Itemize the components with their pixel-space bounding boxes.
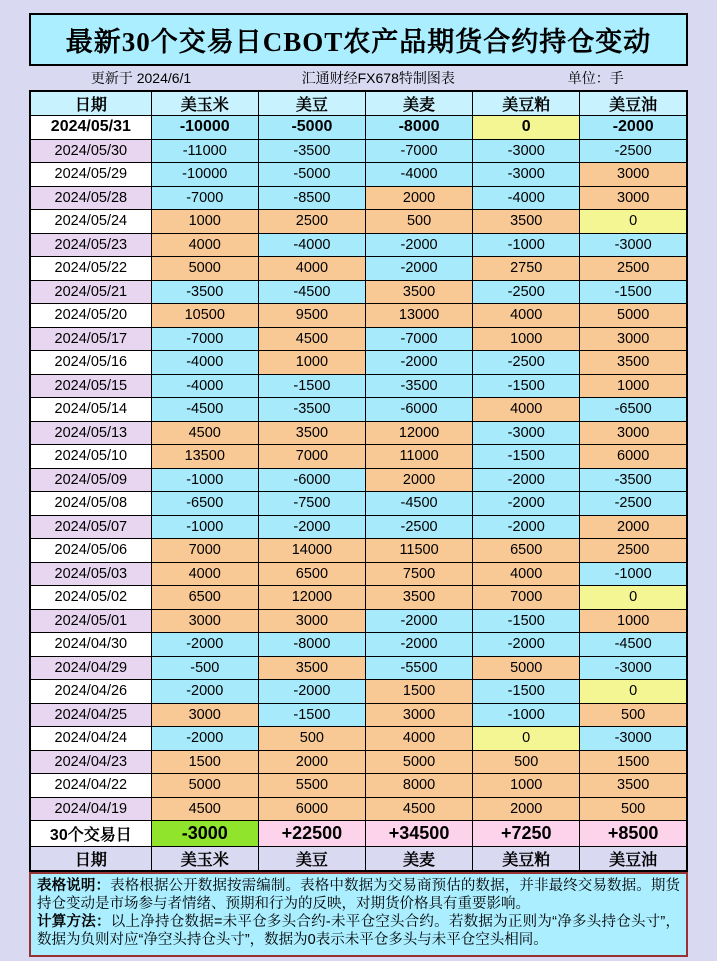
value-cell: 12000 (365, 421, 472, 445)
value-cell: 5500 (258, 774, 365, 798)
value-cell: -3000 (580, 233, 687, 257)
value-cell: -2500 (580, 139, 687, 163)
value-cell: 2000 (473, 797, 580, 821)
table-row (30, 680, 687, 704)
value-cell: 2000 (580, 515, 687, 539)
table-row (30, 233, 687, 257)
note-explanation-text: 表格根据公开数据按需编制。表格中数据为交易商预估的数据，并非最终交易数据。期货持仓变动是市场参与者情绪、预期和行为的反映，对期货价格具有重要影响。 (37, 878, 681, 912)
value-cell: -1500 (473, 680, 580, 704)
value-cell: 3500 (580, 351, 687, 375)
table-header (30, 91, 687, 116)
table-body (30, 116, 687, 821)
value-cell: -1500 (473, 445, 580, 469)
source-label: 汇通财经FX678特制图表 (301, 70, 455, 86)
table-row (30, 280, 687, 304)
table-row (30, 139, 687, 163)
value-cell: 4000 (473, 562, 580, 586)
value-cell: 3500 (365, 280, 472, 304)
date-cell: 2024/04/30 (30, 633, 151, 657)
value-cell: -2000 (365, 351, 472, 375)
date-cell: 2024/04/24 (30, 727, 151, 751)
value-cell: 2000 (365, 468, 472, 492)
value-cell: -8500 (258, 186, 365, 210)
date-cell: 2024/04/29 (30, 656, 151, 680)
value-cell: -8000 (365, 116, 472, 140)
date-cell: 2024/05/28 (30, 186, 151, 210)
value-cell: -2000 (473, 515, 580, 539)
value-cell: 12000 (258, 586, 365, 610)
value-cell: -2000 (151, 727, 258, 751)
value-cell: -2000 (473, 468, 580, 492)
value-cell: -2500 (580, 492, 687, 516)
table-row (30, 210, 687, 234)
date-cell: 2024/05/22 (30, 257, 151, 281)
value-cell: 3000 (151, 609, 258, 633)
date-cell: 2024/05/10 (30, 445, 151, 469)
value-cell: -2000 (473, 633, 580, 657)
value-cell: 5000 (580, 304, 687, 328)
value-cell: 3500 (580, 774, 687, 798)
value-cell: 6500 (151, 586, 258, 610)
value-cell: -3500 (580, 468, 687, 492)
value-cell: 3000 (580, 163, 687, 187)
date-cell: 2024/05/01 (30, 609, 151, 633)
table-row (30, 398, 687, 422)
date-cell: 2024/05/09 (30, 468, 151, 492)
note-method-text: 以上净持仓数据=未平仓多头合约-未平仓空头合约。若数据为正则为“净多头持仓头寸”，数据为负则对应“净空头持仓头寸”，数据为0表示未平仓多头与未平仓空头相同。 (37, 914, 681, 948)
summary-wheat: +34500 (365, 821, 472, 847)
value-cell: -6000 (258, 468, 365, 492)
value-cell: -4000 (151, 374, 258, 398)
value-cell: 2750 (473, 257, 580, 281)
table-row (30, 515, 687, 539)
header-date: 日期 (30, 91, 151, 116)
value-cell: 0 (580, 210, 687, 234)
updated-date: 更新于 2024/6/1 (90, 70, 192, 86)
value-cell: -3000 (473, 163, 580, 187)
table-row (30, 304, 687, 328)
value-cell: -1500 (473, 374, 580, 398)
note-method (37, 913, 680, 949)
table-row (30, 774, 687, 798)
value-cell: -10000 (151, 163, 258, 187)
value-cell: 9500 (258, 304, 365, 328)
value-cell: 5000 (151, 774, 258, 798)
table-row (30, 116, 687, 140)
value-cell: -3500 (365, 374, 472, 398)
header-wheat: 美麦 (365, 91, 472, 116)
table-row (30, 186, 687, 210)
date-cell: 2024/05/23 (30, 233, 151, 257)
value-cell: -3000 (473, 139, 580, 163)
value-cell: 4500 (151, 797, 258, 821)
value-cell: -3000 (473, 421, 580, 445)
value-cell: -2500 (473, 280, 580, 304)
value-cell: -11000 (151, 139, 258, 163)
value-cell: 14000 (258, 539, 365, 563)
page-title (29, 13, 688, 66)
table-row (30, 163, 687, 187)
value-cell: -5000 (258, 116, 365, 140)
value-cell: -4500 (580, 633, 687, 657)
summary-corn: -3000 (151, 821, 258, 847)
value-cell: 2000 (365, 186, 472, 210)
value-cell: -2000 (258, 680, 365, 704)
value-cell: 4000 (473, 304, 580, 328)
footer-soymeal: 美豆粕 (473, 847, 580, 872)
notes-box (29, 872, 688, 957)
table-row (30, 257, 687, 281)
value-cell: 6000 (580, 445, 687, 469)
header-soymeal: 美豆粕 (473, 91, 580, 116)
value-cell: 500 (580, 797, 687, 821)
value-cell: 7000 (473, 586, 580, 610)
header-row (30, 91, 687, 116)
date-cell: 2024/05/08 (30, 492, 151, 516)
value-cell: 4500 (365, 797, 472, 821)
table-row (30, 445, 687, 469)
value-cell: 3500 (473, 210, 580, 234)
value-cell: -2000 (365, 233, 472, 257)
summary-label: 30个交易日 (30, 821, 151, 847)
value-cell: -4500 (258, 280, 365, 304)
value-cell: -1000 (151, 515, 258, 539)
date-cell: 2024/05/16 (30, 351, 151, 375)
value-cell: -1500 (258, 703, 365, 727)
date-cell: 2024/05/30 (30, 139, 151, 163)
value-cell: 7500 (365, 562, 472, 586)
value-cell: 3000 (580, 327, 687, 351)
value-cell: 4000 (258, 257, 365, 281)
header-soyoil: 美豆油 (580, 91, 687, 116)
unit-label: 单位：手 (567, 70, 624, 86)
value-cell: 4000 (365, 727, 472, 751)
table-row (30, 539, 687, 563)
value-cell: -5500 (365, 656, 472, 680)
value-cell: -2000 (258, 515, 365, 539)
table-row (30, 421, 687, 445)
value-cell: -2000 (473, 492, 580, 516)
date-cell: 2024/05/07 (30, 515, 151, 539)
date-cell: 2024/04/22 (30, 774, 151, 798)
value-cell: 0 (580, 680, 687, 704)
value-cell: 500 (258, 727, 365, 751)
value-cell: -4000 (151, 351, 258, 375)
value-cell: -2000 (365, 609, 472, 633)
value-cell: 2500 (580, 257, 687, 281)
table-row (30, 656, 687, 680)
value-cell: 3000 (580, 421, 687, 445)
positions-table (29, 90, 688, 872)
value-cell: -2500 (473, 351, 580, 375)
date-cell: 2024/05/02 (30, 586, 151, 610)
summary-soybean: +22500 (258, 821, 365, 847)
date-cell: 2024/05/15 (30, 374, 151, 398)
date-cell: 2024/05/24 (30, 210, 151, 234)
value-cell: -6000 (365, 398, 472, 422)
value-cell: 500 (473, 750, 580, 774)
value-cell: -4000 (473, 186, 580, 210)
value-cell: 4500 (151, 421, 258, 445)
value-cell: -1000 (473, 233, 580, 257)
value-cell: -3500 (258, 139, 365, 163)
note-explanation-label: 表格说明： (37, 878, 111, 894)
value-cell: 1000 (151, 210, 258, 234)
value-cell: -1500 (473, 609, 580, 633)
date-cell: 2024/04/23 (30, 750, 151, 774)
value-cell: 6000 (258, 797, 365, 821)
date-cell: 2024/05/17 (30, 327, 151, 351)
value-cell: 3500 (365, 586, 472, 610)
value-cell: 1500 (580, 750, 687, 774)
value-cell: -7000 (151, 186, 258, 210)
date-cell: 2024/04/26 (30, 680, 151, 704)
value-cell: -2000 (580, 116, 687, 140)
value-cell: 7000 (151, 539, 258, 563)
value-cell: -3000 (580, 727, 687, 751)
table-row (30, 468, 687, 492)
value-cell: -7000 (151, 327, 258, 351)
value-cell: 5000 (473, 656, 580, 680)
value-cell: 6500 (473, 539, 580, 563)
value-cell: 6500 (258, 562, 365, 586)
value-cell: 1000 (473, 327, 580, 351)
value-cell: 13500 (151, 445, 258, 469)
value-cell: 0 (473, 727, 580, 751)
table-row (30, 703, 687, 727)
value-cell: 1000 (473, 774, 580, 798)
value-cell: -2000 (365, 257, 472, 281)
table-row (30, 562, 687, 586)
date-cell: 2024/05/21 (30, 280, 151, 304)
date-cell: 2024/04/19 (30, 797, 151, 821)
value-cell: 500 (580, 703, 687, 727)
table-row (30, 374, 687, 398)
value-cell: -10000 (151, 116, 258, 140)
table-row (30, 750, 687, 774)
value-cell: 1000 (580, 609, 687, 633)
footer-wheat: 美麦 (365, 847, 472, 872)
value-cell: 0 (473, 116, 580, 140)
value-cell: 2500 (580, 539, 687, 563)
table-row (30, 327, 687, 351)
value-cell: 3000 (365, 703, 472, 727)
footer-soybean: 美豆 (258, 847, 365, 872)
note-method-label: 计算方法： (37, 914, 111, 930)
date-cell: 2024/04/25 (30, 703, 151, 727)
value-cell: 0 (580, 586, 687, 610)
value-cell: -4000 (365, 163, 472, 187)
value-cell: 3000 (580, 186, 687, 210)
value-cell: -1000 (580, 562, 687, 586)
table-row (30, 633, 687, 657)
value-cell: -1000 (151, 468, 258, 492)
date-cell: 2024/05/06 (30, 539, 151, 563)
value-cell: -1000 (473, 703, 580, 727)
value-cell: -2000 (365, 633, 472, 657)
value-cell: -6500 (580, 398, 687, 422)
value-cell: -4500 (151, 398, 258, 422)
summary-soymeal: +7250 (473, 821, 580, 847)
footer-corn: 美玉米 (151, 847, 258, 872)
note-explanation (37, 877, 680, 913)
value-cell: -2000 (151, 680, 258, 704)
date-cell: 2024/05/13 (30, 421, 151, 445)
table-row (30, 727, 687, 751)
value-cell: -5000 (258, 163, 365, 187)
value-cell: 3500 (258, 656, 365, 680)
value-cell: -3000 (580, 656, 687, 680)
header-corn: 美玉米 (151, 91, 258, 116)
table-row (30, 351, 687, 375)
date-cell: 2024/05/29 (30, 163, 151, 187)
value-cell: 4000 (151, 233, 258, 257)
value-cell: 11500 (365, 539, 472, 563)
value-cell: 10500 (151, 304, 258, 328)
value-cell: -8000 (258, 633, 365, 657)
value-cell: 3000 (151, 703, 258, 727)
table-row (30, 492, 687, 516)
value-cell: -3500 (151, 280, 258, 304)
value-cell: 3000 (258, 609, 365, 633)
value-cell: 1500 (365, 680, 472, 704)
title-text: 最新30个交易日CBOT农产品期货合约持仓变动 (65, 27, 652, 57)
table-row (30, 586, 687, 610)
value-cell: -7000 (365, 327, 472, 351)
date-cell: 2024/05/20 (30, 304, 151, 328)
value-cell: 3500 (258, 421, 365, 445)
date-cell: 2024/05/31 (30, 116, 151, 140)
value-cell: 500 (365, 210, 472, 234)
value-cell: 5000 (365, 750, 472, 774)
table-row (30, 609, 687, 633)
value-cell: -4000 (258, 233, 365, 257)
footer-header-row (30, 847, 687, 872)
value-cell: 1000 (580, 374, 687, 398)
date-cell: 2024/05/03 (30, 562, 151, 586)
value-cell: 8000 (365, 774, 472, 798)
value-cell: 5000 (151, 257, 258, 281)
footer-soyoil: 美豆油 (580, 847, 687, 872)
meta-row (29, 66, 688, 90)
value-cell: -3500 (258, 398, 365, 422)
value-cell: 1000 (258, 351, 365, 375)
value-cell: -1500 (258, 374, 365, 398)
value-cell: -500 (151, 656, 258, 680)
value-cell: -7500 (258, 492, 365, 516)
summary-soyoil: +8500 (580, 821, 687, 847)
value-cell: -2500 (365, 515, 472, 539)
value-cell: 4000 (151, 562, 258, 586)
date-cell: 2024/05/14 (30, 398, 151, 422)
value-cell: -7000 (365, 139, 472, 163)
value-cell: 2000 (258, 750, 365, 774)
value-cell: 4500 (258, 327, 365, 351)
header-soybean: 美豆 (258, 91, 365, 116)
value-cell: 11000 (365, 445, 472, 469)
value-cell: 2500 (258, 210, 365, 234)
value-cell: -4500 (365, 492, 472, 516)
summary-row (30, 821, 687, 847)
value-cell: 13000 (365, 304, 472, 328)
value-cell: -1500 (580, 280, 687, 304)
value-cell: -2000 (151, 633, 258, 657)
table-row (30, 797, 687, 821)
value-cell: 4000 (473, 398, 580, 422)
value-cell: -6500 (151, 492, 258, 516)
value-cell: 7000 (258, 445, 365, 469)
value-cell: 1500 (151, 750, 258, 774)
footer-date: 日期 (30, 847, 151, 872)
